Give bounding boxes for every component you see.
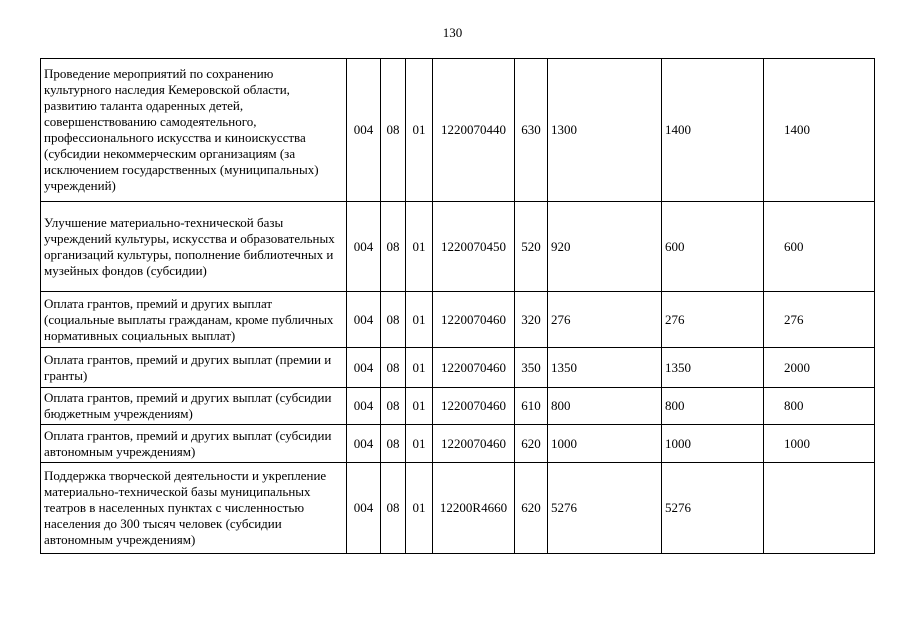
amount-year-1: 5276 xyxy=(548,463,662,554)
ministry-code: 004 xyxy=(347,388,381,425)
amount-year-2: 600 xyxy=(662,202,764,292)
row-description: Проведение мероприятий по сохранению культурного наследия Кемеровской области, развитию таланта одаренных детей, совершенствованию самодеятельного, профессионального искусства и киноискусства (субсидии некоммерческим организациям (за исключением государственных (муниципальных) учреждений) xyxy=(41,59,347,202)
table-row xyxy=(41,59,875,202)
subsection-code: 01 xyxy=(406,292,433,348)
budget-table xyxy=(40,58,875,554)
amount-year-1: 1300 xyxy=(548,59,662,202)
section-code: 08 xyxy=(381,388,406,425)
ministry-code: 004 xyxy=(347,425,381,463)
section-code: 08 xyxy=(381,202,406,292)
subsection-code: 01 xyxy=(406,59,433,202)
amount-year-1: 1000 xyxy=(548,425,662,463)
section-code: 08 xyxy=(381,425,406,463)
section-code: 08 xyxy=(381,59,406,202)
amount-year-2: 1350 xyxy=(662,348,764,388)
amount-year-3: 2000 xyxy=(764,348,875,388)
ministry-code: 004 xyxy=(347,348,381,388)
subsection-code: 01 xyxy=(406,425,433,463)
row-description: Оплата грантов, премий и других выплат (субсидии автономным учреждениям) xyxy=(41,425,347,463)
table-row xyxy=(41,463,875,554)
row-description: Оплата грантов, премий и других выплат (субсидии бюджетным учреждениям) xyxy=(41,388,347,425)
amount-year-3: 1400 xyxy=(764,59,875,202)
amount-year-1: 920 xyxy=(548,202,662,292)
amount-year-2: 1400 xyxy=(662,59,764,202)
amount-year-3: 1000 xyxy=(764,425,875,463)
expense-type-code: 320 xyxy=(515,292,548,348)
expense-type-code: 620 xyxy=(515,463,548,554)
target-article-code: 1220070460 xyxy=(433,388,515,425)
ministry-code: 004 xyxy=(347,292,381,348)
subsection-code: 01 xyxy=(406,202,433,292)
row-description: Оплата грантов, премий и других выплат (социальные выплаты гражданам, кроме публичных нормативных социальных выплат) xyxy=(41,292,347,348)
ministry-code: 004 xyxy=(347,202,381,292)
table-row xyxy=(41,425,875,463)
amount-year-3: 800 xyxy=(764,388,875,425)
expense-type-code: 620 xyxy=(515,425,548,463)
table-row xyxy=(41,202,875,292)
amount-year-1: 1350 xyxy=(548,348,662,388)
amount-year-1: 276 xyxy=(548,292,662,348)
page-number: 130 xyxy=(442,25,463,40)
subsection-code: 01 xyxy=(406,388,433,425)
ministry-code: 004 xyxy=(347,463,381,554)
row-description: Улучшение материально-технической базы учреждений культуры, искусства и образовательных организаций культуры, пополнение библиотечных и музейных фондов (субсидии) xyxy=(41,202,347,292)
target-article-code: 1220070460 xyxy=(433,292,515,348)
amount-year-3: 276 xyxy=(764,292,875,348)
section-code: 08 xyxy=(381,292,406,348)
table-row xyxy=(41,292,875,348)
section-code: 08 xyxy=(381,348,406,388)
target-article-code: 1220070440 xyxy=(433,59,515,202)
amount-year-3 xyxy=(764,463,875,554)
amount-year-2: 276 xyxy=(662,292,764,348)
amount-year-3: 600 xyxy=(764,202,875,292)
expense-type-code: 630 xyxy=(515,59,548,202)
subsection-code: 01 xyxy=(406,463,433,554)
table-row xyxy=(41,348,875,388)
target-article-code: 12200R4660 xyxy=(433,463,515,554)
subsection-code: 01 xyxy=(406,348,433,388)
table-row xyxy=(41,388,875,425)
target-article-code: 1220070460 xyxy=(433,348,515,388)
expense-type-code: 610 xyxy=(515,388,548,425)
target-article-code: 1220070450 xyxy=(433,202,515,292)
amount-year-2: 800 xyxy=(662,388,764,425)
target-article-code: 1220070460 xyxy=(433,425,515,463)
row-description: Оплата грантов, премий и других выплат (премии и гранты) xyxy=(41,348,347,388)
expense-type-code: 520 xyxy=(515,202,548,292)
amount-year-1: 800 xyxy=(548,388,662,425)
row-description: Поддержка творческой деятельности и укрепление материально-технической базы муниципальных театров в населенных пунктах с численностью населения до 300 тысяч человек (субсидии автономным учреждениям) xyxy=(41,463,347,554)
expense-type-code: 350 xyxy=(515,348,548,388)
amount-year-2: 1000 xyxy=(662,425,764,463)
amount-year-2: 5276 xyxy=(662,463,764,554)
section-code: 08 xyxy=(381,463,406,554)
ministry-code: 004 xyxy=(347,59,381,202)
